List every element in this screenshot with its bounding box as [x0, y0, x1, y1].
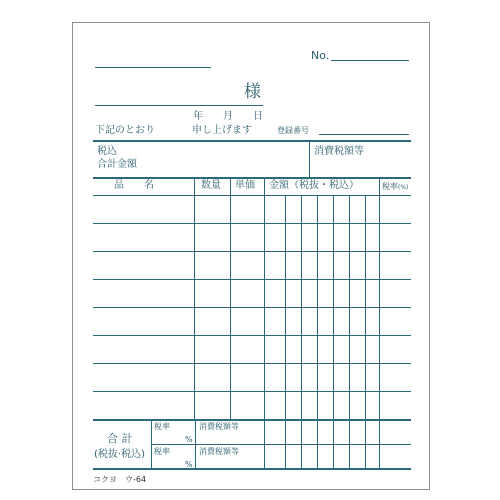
day-label: 日: [253, 111, 263, 122]
amount-digit-divider: [365, 196, 366, 468]
statement-text: 下記のとおり: [95, 125, 155, 136]
table-top-line: [93, 177, 411, 179]
amount-digit-divider: [317, 196, 318, 468]
recipient-name-line[interactable]: [95, 105, 263, 106]
total-amount-label: 合計金額: [97, 159, 137, 170]
amount-digit-divider: [285, 196, 286, 468]
greeting-text: 申し上げます: [192, 125, 252, 136]
footer-consumption-tax-label-2: 消費税額等: [199, 447, 239, 456]
item-name-header: 品 名: [114, 180, 154, 191]
total-box-top-line: [93, 140, 411, 142]
registration-number-line[interactable]: [319, 134, 409, 135]
tax-rate-header: 税率(%): [382, 182, 409, 191]
year-label: 年: [193, 111, 203, 122]
amount-header: 金額（税抜・税込）: [269, 180, 359, 191]
amount-digit-divider: [333, 196, 334, 468]
tax-rate-column-border: [379, 178, 380, 468]
table-row-line: [93, 251, 411, 252]
table-header-bottom-line: [93, 195, 411, 196]
honorific-sama: 様: [244, 82, 261, 102]
footer-tax-rate-label-1: 税率: [154, 422, 170, 431]
quantity-header: 数量: [201, 180, 221, 191]
footer-consumption-tax-label-1: 消費税額等: [199, 422, 239, 431]
table-row-line: [93, 307, 411, 308]
number-field-line[interactable]: [331, 60, 409, 61]
table-row-line: [93, 363, 411, 364]
recipient-top-line: [95, 67, 211, 68]
quantity-column-border: [230, 178, 231, 419]
footer-total-sublabel: (税抜·税込): [94, 449, 145, 460]
total-box-divider: [309, 141, 310, 177]
unit-price-header: 単価: [235, 180, 255, 191]
month-label: 月: [223, 111, 233, 122]
table-row-line: [93, 391, 411, 392]
table-row-line: [93, 335, 411, 336]
invoice-paper: [72, 22, 430, 490]
footer-percent-1: %: [185, 435, 193, 444]
footer-percent-2: %: [185, 460, 193, 469]
footer-mid-line: [151, 444, 411, 445]
product-code: コクヨ ウ-64: [93, 475, 147, 484]
item-column-border: [194, 178, 195, 419]
tax-included-label: 税込: [97, 146, 117, 157]
footer-tax-rate-label-2: 税率: [154, 447, 170, 456]
unit-price-column-border: [264, 178, 265, 419]
registration-number-label: 登録番号: [277, 126, 309, 135]
footer-bottom-line: [93, 468, 411, 470]
footer-total-label: 合 計: [107, 432, 133, 445]
table-row-line: [93, 279, 411, 280]
number-label: No.: [311, 49, 330, 62]
amount-digit-divider: [301, 196, 302, 468]
table-row-line: [93, 223, 411, 224]
amount-digit-divider: [349, 196, 350, 468]
consumption-tax-label: 消費税額等: [314, 146, 364, 157]
table-bottom-line: [93, 419, 411, 421]
